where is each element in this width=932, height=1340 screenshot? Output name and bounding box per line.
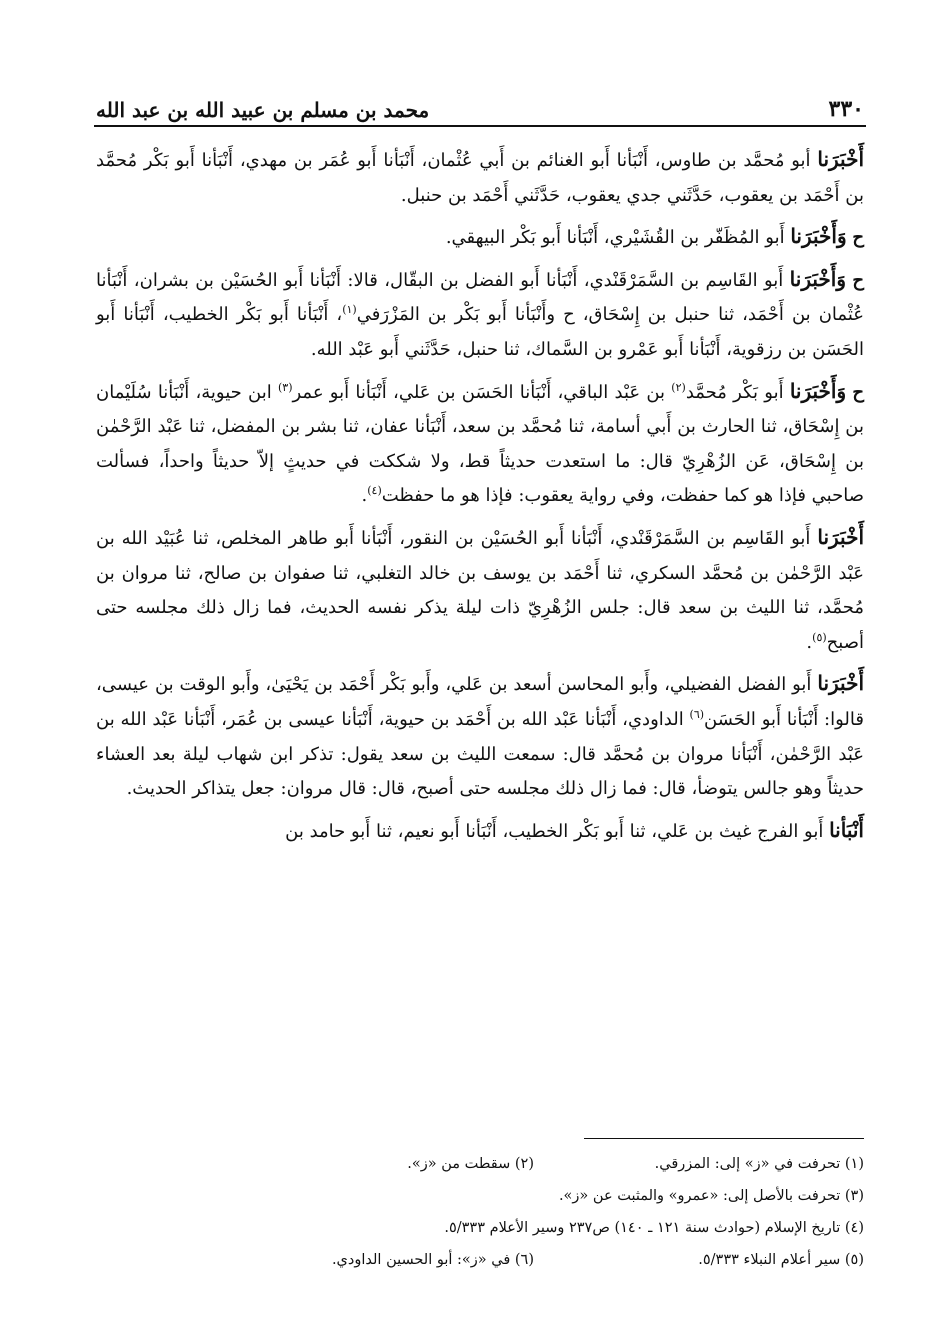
paragraph-text: . <box>806 631 813 653</box>
paragraph-text: ابن حيوية، أَنْبَأنا سُلَيْمان بن إِسْحَاق، ثنا الحارث بن أَبي أسامة، ثنا مُحمَّد بن سعد، أَنْبَأنا عفان، ثنا بشر بن المفضل، ثنا عَبْد الرَّحْمٰن بن إِسْحَاق، عَن الزُهْرِيّ قال: ما استعدت حديثاً قط، ولا شككت في حديثٍ إلاّ حديثاً واحداً، فسألت صاحبي فإذا هو كما حفظت، وفي رواية يعقوب: فإذا هو ما حفظت <box>96 381 864 507</box>
narration-keyword: أَخْبَرَنا <box>817 671 864 696</box>
footnote-6: (٦) في «ز»: أبو الحسين الداودي. <box>331 1252 534 1268</box>
paragraph-text: ، أَنْبَأنا أَبو بَكْر الخطيب، أَنْبَأنا أَبو الحَسَن بن رزقوية، أَنْبَأنا أَبو عَمْرو بن السَّماك، ثنا حنبل، حَدَّثَني أَبو عَبْد الله. <box>96 304 864 360</box>
paragraph-1 <box>96 142 864 213</box>
page-header <box>96 82 864 122</box>
paragraph-4 <box>96 374 864 514</box>
footnote-3: (٣) تحرفت بالأصل إلى: «عمرو» والمثبت عن «ز». <box>558 1188 864 1204</box>
footnotes <box>96 1148 864 1276</box>
narration-keyword: أَخْبَرَنا <box>817 524 864 549</box>
paragraph-text: أبو مُحمَّد بن طاوس، أَنْبَأنا أَبو الغنائم بن أَبي عُثْمان، أَنْبَأنا أَبو عُمَر بن مهدي، أَنْبَأنا أَبو بَكْر مُحمَّد بن أَحْمَد بن يعقوب، حَدَّثَني جدي يعقوب، حَدَّثَني أَحْمَد بن حنبل. <box>96 150 864 206</box>
footnote-row <box>96 1212 864 1244</box>
footnote-4: (٤) تاريخ الإسلام (حوادث سنة ١٢١ ـ ١٤٠) ص٢٣٧ وسير الأعلام ٥/٣٣٣. <box>444 1220 864 1236</box>
narration-keyword: وَأَخْبَرَنا <box>789 378 847 403</box>
paragraph-text: أَبو القَاسِم بن السَّمَرْقَنْدي، أَنْبَأنا أَبو الحُسَيْن بن النقور، أَنْبَأنا أَبو طاهر المخلص، ثنا عُبَيْد الله بن عَبْد الرَّحْمٰن بن مُحمَّد السكري، ثنا أَحْمَد بن يوسف بن خالد التغلبي، ثنا صفوان بن صالح، ثنا مروان بن مُحمَّد، ثنا الليث بن سعد قال: جلس الزُهْرِيّ ذات ليلة يذكر نفسه الحديث، فما زال ذلك مجلسه حتى أصبح <box>96 527 864 653</box>
footnote-row <box>96 1180 864 1212</box>
narration-keyword: أَخْبَرَنا <box>817 147 864 171</box>
narration-keyword: أَنْبَأنا <box>829 817 864 842</box>
tahwil-marker: ح <box>852 381 864 403</box>
paragraph-2 <box>96 219 864 256</box>
tahwil-marker: ح <box>852 269 864 291</box>
running-title: محمد بن مسلم بن عبيد الله بن عبد الله <box>96 98 430 122</box>
paragraph-text: الداودي، أَنْبَأنا عَبْد الله بن أَحْمَد بن حيوية، أَنْبَأنا عيسى بن عُمَر، أَنْبَأنا عَبْد الله بن عَبْد الرَّحْمٰن، أَنْبَأنا مروان بن مُحمَّد قال: سمعت الليث بن سعد يقول: تذكر ابن شهاب ليلة بعد العشاء حديثاً وهو جالس يتوضأ، قال: فما زال ذلك مجلسه حتى أصبح، قال: قال مروان: جعل يتذاكر الحديث. <box>96 708 864 800</box>
footnote-1: (١) تحرفت في «ز» إلى: المزرقي. <box>654 1156 864 1172</box>
footnote-ref-2[interactable]: (٢) <box>671 380 686 394</box>
footnote-ref-5[interactable]: (٥) <box>812 630 827 644</box>
footnote-ref-3[interactable]: (٣) <box>277 380 293 394</box>
paragraph-text: أَبو القَاسِم بن السَّمَرْقَنْدي، أَنْبَأنا أَبو الفضل بن البقّال، قالا: أَنْبَأنا أَبو الحُسَيْن بن بشران، أَنْبَأنا عُثْمان بن أَحْمَد، ثنا حنبل بن إِسْحَاق، ح وأَنْبَأنا أَبو بَكْر بن المَزْرَفي <box>96 269 864 326</box>
footnote-2: (٢) سقطت من «ز». <box>407 1156 534 1172</box>
paragraph-3 <box>96 262 864 368</box>
footnote-rule <box>584 1138 864 1139</box>
paragraph-text: أَبو المُظَفّر بن القُشَيْري، أَنْبَأنا أَبو بَكْر البيهقي. <box>445 227 791 249</box>
footnote-5: (٥) سير أعلام النبلاء ٥/٣٣٣. <box>698 1252 864 1268</box>
paragraph-text: . <box>361 485 368 507</box>
header-rule <box>94 125 866 127</box>
paragraph-text: أَبو بَكْر مُحمَّد <box>685 381 790 403</box>
page-number: ٣٣٠ <box>828 96 864 122</box>
paragraph-5 <box>96 520 864 660</box>
narration-keyword: وَأَخْبَرَنا <box>789 266 846 291</box>
paragraph-text: أَبو الفضل الفضيلي، وأَبو المحاسن أسعد بن عَلي، وأَبو بَكْر أَحْمَد بن يَحْيَىٰ، وأَبو الوقت بن عيسى، قالوا: أَنْبَأنا أَبو الحَسَن <box>96 674 864 730</box>
footnote-ref-1[interactable]: (١) <box>342 303 357 317</box>
paragraph-text: أَبو الفرج غيث بن عَلي، ثنا أَبو بَكْر الخطيب، أَنْبَأنا أَبو نعيم، ثنا أَبو حامد بن <box>285 820 830 842</box>
tahwil-marker: ح <box>852 227 864 249</box>
paragraph-text: بن عَبْد الباقي، أَنْبَأنا الحَسَن بن عَلي، أَنْبَأنا أَبو عمر <box>292 381 672 403</box>
footnote-ref-6[interactable]: (٦) <box>689 707 705 721</box>
footnote-row <box>96 1148 864 1180</box>
footnote-row <box>96 1244 864 1276</box>
paragraph-6 <box>96 666 864 806</box>
narration-keyword: وَأَخْبَرَنا <box>790 224 847 249</box>
main-text <box>96 142 864 849</box>
footnote-ref-4[interactable]: (٤) <box>367 484 382 498</box>
paragraph-7 <box>96 813 864 850</box>
